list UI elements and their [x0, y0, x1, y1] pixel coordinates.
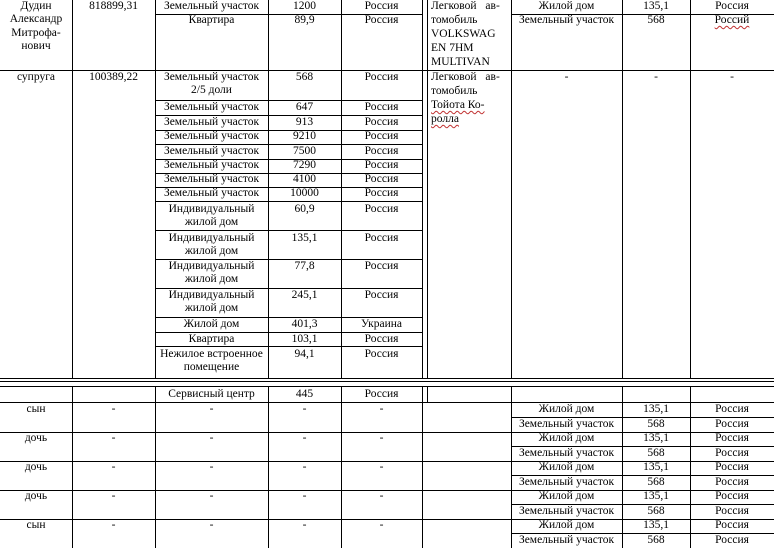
owned-property-type: Сервисный центр	[168, 388, 255, 400]
owned-property-type	[155, 232, 268, 259]
owned-property-country: Россия	[364, 232, 399, 244]
used-property-country: Россия	[715, 476, 749, 488]
row-divider	[0, 378, 774, 379]
owned-property-area: 60,9	[294, 203, 315, 215]
used-property-country: Россия	[715, 403, 749, 415]
used-property-area: 568	[647, 447, 665, 459]
used-property-country: Россий	[714, 14, 750, 26]
owned-property-type	[155, 289, 268, 316]
vehicle-line: ролла	[431, 113, 459, 125]
owned-property-country: Украина	[361, 318, 402, 330]
owned-property-type	[155, 348, 268, 375]
used-property-country: -	[730, 71, 734, 83]
owned-property-area: 7500	[293, 145, 316, 157]
owned-property-type-line: помещение	[183, 361, 240, 374]
owned-property-type: Жилой дом	[183, 318, 240, 330]
column-divider	[622, 0, 623, 378]
column-divider	[511, 0, 512, 378]
used-property-type: Земельный участок	[518, 534, 615, 546]
owned-property-type-line: Индивидуальный	[168, 232, 255, 244]
owned-property-country: -	[379, 461, 384, 473]
owned-property-area: 245,1	[291, 289, 318, 301]
owned-property-area: 4100	[293, 173, 316, 185]
vehicle-line: Легковой ав-	[431, 0, 500, 12]
owned-property-type	[155, 203, 268, 230]
owned-property-type: Земельный участок	[163, 116, 260, 128]
owned-property-area: 445	[295, 388, 314, 400]
owned-property-type-line: жилой дом	[184, 245, 239, 258]
column-divider	[422, 0, 423, 378]
owned-property-country: Россия	[364, 173, 399, 185]
owned-property-type: Земельный участок	[163, 101, 260, 113]
child-relation: дочь	[24, 432, 48, 444]
owned-property-country: Россия	[364, 116, 399, 128]
declarant-name-line: Дудин	[20, 0, 52, 12]
owned-property-area: -	[302, 519, 307, 531]
owned-property-country: -	[379, 519, 384, 531]
owned-property-type-line: Нежилое встроенное	[160, 348, 263, 360]
owned-property-type: Земельный участок	[163, 173, 260, 185]
owned-property-country: Россия	[364, 260, 399, 272]
used-property-type: -	[564, 71, 569, 83]
owned-property-type: -	[209, 461, 214, 473]
child-income: -	[111, 490, 116, 502]
used-property-type: Жилой дом	[538, 0, 595, 12]
owned-property-area: -	[302, 432, 307, 444]
column-divider	[72, 0, 73, 378]
owned-property-type-line: жилой дом	[184, 302, 239, 315]
used-property-type: Жилой дом	[538, 519, 595, 531]
owned-property-type: Земельный участок	[163, 159, 260, 171]
owned-property-area: 10000	[290, 187, 319, 199]
owned-property-type: -	[209, 490, 214, 502]
child-relation: сын	[26, 403, 46, 415]
used-property-area: 135,1	[643, 0, 669, 12]
used-property-country: Россия	[715, 432, 749, 444]
owned-property-type-line: Земельный участок	[163, 71, 260, 83]
owned-property-type: Квартира	[188, 333, 235, 345]
owned-property-type: Земельный участок	[163, 130, 260, 142]
declarant-name-line: нович	[21, 40, 51, 53]
declarant-income: 818899,31	[89, 0, 138, 12]
column-divider	[427, 386, 428, 402]
owned-property-area: -	[302, 403, 307, 415]
owned-property-country: Россия	[364, 145, 399, 157]
child-relation: дочь	[24, 461, 48, 473]
row-divider	[0, 386, 774, 387]
column-divider	[690, 0, 691, 378]
used-property-type: Жилой дом	[538, 403, 595, 415]
used-property-area: 135,1	[643, 490, 669, 502]
row-divider	[155, 201, 422, 202]
owned-property-country: Россия	[364, 130, 399, 142]
used-property-country: Россия	[715, 519, 749, 531]
owned-property-area: 568	[295, 71, 314, 83]
used-property-country: Россия	[715, 534, 749, 546]
owned-property-type: Квартира	[188, 14, 235, 26]
child-income: -	[111, 403, 116, 415]
owned-property-type: -	[209, 403, 214, 415]
spouse-relation: супруга	[16, 71, 56, 83]
used-property-area: 135,1	[643, 432, 669, 444]
owned-property-country: Россия	[364, 289, 399, 301]
used-property-type: Земельный участок	[518, 418, 615, 430]
owned-property-country: -	[379, 403, 384, 415]
vehicle-line: Легковой ав-	[431, 71, 500, 83]
vehicle-line: Тойота Ко-	[431, 99, 485, 111]
owned-property-country: Россия	[364, 333, 399, 345]
owned-property-country: -	[379, 432, 384, 444]
owned-property-country: Россия	[364, 348, 399, 360]
vehicle-line: томобиль	[431, 85, 478, 97]
row-divider	[0, 381, 774, 382]
owned-property-area: 135,1	[291, 232, 318, 244]
used-property-country: Россия	[715, 447, 749, 459]
owned-property-type-line: жилой дом	[184, 273, 239, 286]
owned-property-country: -	[379, 490, 384, 502]
owned-property-type: Земельный участок	[163, 145, 260, 157]
child-income: -	[111, 519, 116, 531]
owned-property-type	[155, 71, 268, 98]
spouse-income: 100389,22	[89, 71, 138, 83]
vehicle-line: MULTIVAN	[431, 56, 490, 68]
owned-property-type: Земельный участок	[163, 0, 260, 12]
used-property-type: Земельный участок	[518, 476, 615, 488]
child-relation: дочь	[24, 490, 48, 502]
used-property-area: 135,1	[643, 461, 669, 473]
owned-property-area: 89,9	[294, 14, 315, 26]
vehicle-line: VOLKSWAG	[431, 28, 496, 40]
used-property-area: -	[654, 71, 658, 83]
owned-property-type-line: 2/5 доли	[191, 84, 232, 97]
column-divider	[422, 386, 423, 548]
owned-property-area: -	[302, 461, 307, 473]
owned-property-type: -	[209, 519, 214, 531]
used-property-country: Россия	[715, 461, 749, 473]
used-property-country: Россия	[715, 490, 749, 502]
child-income: -	[111, 432, 116, 444]
used-property-type: Жилой дом	[538, 432, 595, 444]
owned-property-country: Россия	[364, 71, 399, 83]
owned-property-area: 1200	[293, 0, 316, 12]
owned-property-country: Россия	[364, 101, 399, 113]
used-property-area: 568	[647, 505, 665, 517]
owned-property-type-line: Индивидуальный	[168, 260, 255, 272]
child-income: -	[111, 461, 116, 473]
owned-property-area: 77,8	[294, 260, 315, 272]
used-property-area: 568	[647, 14, 665, 26]
used-property-type: Земельный участок	[518, 505, 615, 517]
owned-property-country: Россия	[364, 0, 399, 12]
used-property-country: Россия	[715, 418, 749, 430]
row-divider	[155, 230, 422, 231]
used-property-area: 568	[647, 534, 665, 546]
owned-property-country: Россия	[364, 203, 399, 215]
owned-property-area: 913	[295, 116, 314, 128]
owned-property-type	[155, 260, 268, 287]
declarant-name-line: Митрофа-	[11, 26, 61, 39]
owned-property-area: -	[302, 490, 307, 502]
used-property-type: Земельный участок	[518, 447, 615, 459]
owned-property-area: 9210	[293, 130, 316, 142]
used-property-area: 135,1	[643, 403, 669, 415]
used-property-country: Россия	[715, 505, 749, 517]
owned-property-area: 401,3	[291, 318, 318, 330]
owned-property-country: Россия	[364, 14, 399, 26]
owned-property-area: 94,1	[294, 348, 315, 360]
owned-property-area: 647	[295, 101, 314, 113]
column-divider	[427, 0, 428, 378]
owned-property-area: 103,1	[291, 333, 318, 345]
declarant-name	[0, 0, 72, 54]
owned-property-type-line: Индивидуальный	[168, 203, 255, 215]
used-property-type: Жилой дом	[538, 490, 595, 502]
used-property-area: 568	[647, 476, 665, 488]
owned-property-country: Россия	[364, 159, 399, 171]
declarant-name-line: Александр	[9, 13, 63, 26]
owned-property-type: Земельный участок	[163, 187, 260, 199]
used-property-area: 568	[647, 418, 665, 430]
owned-property-country: Россия	[364, 187, 399, 199]
vehicle-line: томобиль	[431, 14, 478, 26]
owned-property-type-line: жилой дом	[184, 216, 239, 229]
used-property-type: Жилой дом	[538, 461, 595, 473]
used-property-type: Земельный участок	[518, 14, 615, 26]
vehicle-line: EN 7HM	[431, 42, 474, 54]
child-relation: сын	[26, 519, 46, 531]
owned-property-area: 7290	[293, 159, 316, 171]
used-property-area: 135,1	[643, 519, 669, 531]
owned-property-type-line: Индивидуальный	[168, 289, 255, 301]
used-property-country: Россия	[715, 0, 749, 12]
owned-property-type: -	[209, 432, 214, 444]
owned-property-country: Россия	[364, 388, 399, 400]
